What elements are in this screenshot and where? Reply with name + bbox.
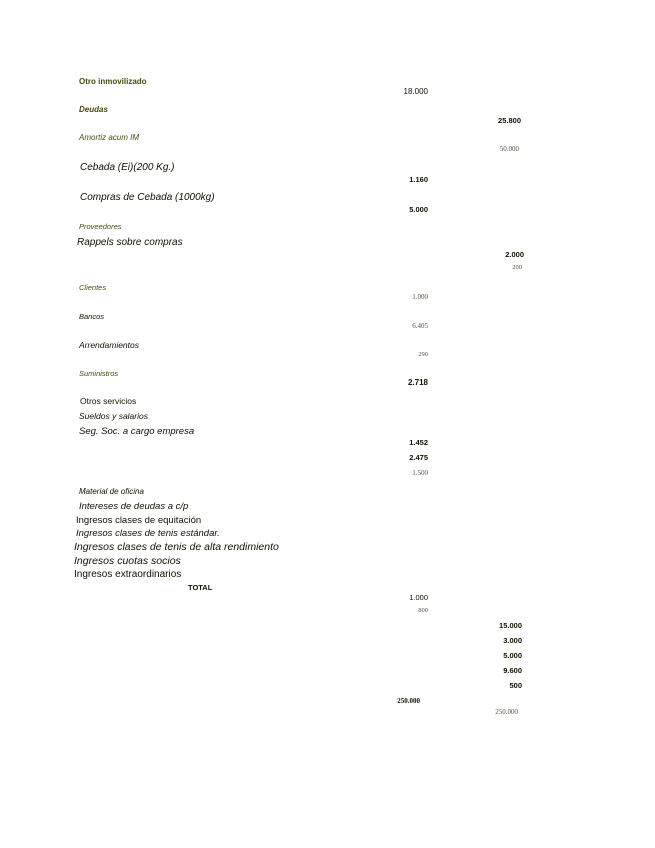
value-amortiz-acum-im: 50.000 [499, 145, 519, 153]
value-otros-servicios: 1.452 [409, 438, 428, 447]
label-ingresos-tenis-alto: Ingresos clases de tenis de alta rendimiento [74, 541, 279, 553]
label-total: TOTAL [188, 583, 213, 592]
label-intereses: Intereses de deudas a c/p [79, 501, 189, 512]
label-arrendamientos: Arrendamientos [79, 340, 140, 350]
label-otro-inmovilizado: Otro inmovilizado [79, 77, 147, 86]
value-suministros: 2.718 [407, 378, 428, 387]
value-sueldos: 2.475 [409, 453, 428, 462]
label-ingresos-tenis-estandar: Ingresos clases de tenis estándar. [76, 528, 220, 539]
label-ingresos-extra: Ingresos extraordinarios [74, 569, 182, 580]
value-total-debe: 250.000 [397, 697, 420, 705]
label-ingresos-cuotas: Ingresos cuotas socios [74, 555, 181, 567]
label-clientes: Clientes [79, 283, 107, 292]
value-ingresos-tenis-alto: 5.000 [503, 651, 522, 660]
value-ingresos-cuotas: 9.600 [503, 666, 522, 675]
label-material-oficina: Material de oficina [79, 487, 144, 496]
value-seg-soc: 1.500 [412, 469, 428, 477]
value-material-oficina: 1.000 [409, 593, 428, 602]
label-bancos: Bancos [79, 312, 105, 321]
label-ingresos-equitacion: Ingresos clases de equitación [76, 515, 202, 526]
label-compras-cebada: Compras de Cebada (1000kg) [80, 192, 215, 203]
label-rappels: Rappels sobre compras [77, 237, 183, 248]
label-otros-servicios: Otros servicios [80, 396, 137, 406]
value-total-haber: 250.000 [495, 708, 518, 716]
value-compras-cebada: 5.000 [409, 205, 428, 214]
label-seg-soc: Seg. Soc. a cargo empresa [79, 426, 195, 437]
value-intereses: 800 [418, 607, 428, 614]
value-deudas: 25.800 [498, 116, 521, 125]
value-clientes: 1.000 [412, 293, 428, 301]
value-rappels: 200 [512, 264, 522, 271]
value-cebada-ei: 1.160 [409, 175, 428, 184]
value-ingresos-equitacion: 15.000 [499, 621, 522, 630]
value-ingresos-extra: 500 [509, 681, 522, 690]
label-cebada-ei: Cebada (Ei)(200 Kg.) [80, 162, 175, 173]
label-suministros: Suministros [79, 369, 119, 378]
value-proveedores: 2.000 [505, 250, 524, 259]
label-amortiz-acum-im: Amortiz acum IM [79, 133, 140, 142]
value-bancos: 6.405 [412, 322, 428, 330]
value-arrendamientos: 290 [418, 351, 428, 358]
label-sueldos: Sueldos y salarios [79, 411, 148, 421]
value-otro-inmovilizado: 18.000 [403, 87, 428, 96]
value-ingresos-tenis-estandar: 3.000 [503, 636, 522, 645]
label-deudas: Deudas [79, 105, 108, 114]
label-proveedores: Proveedores [79, 222, 122, 231]
